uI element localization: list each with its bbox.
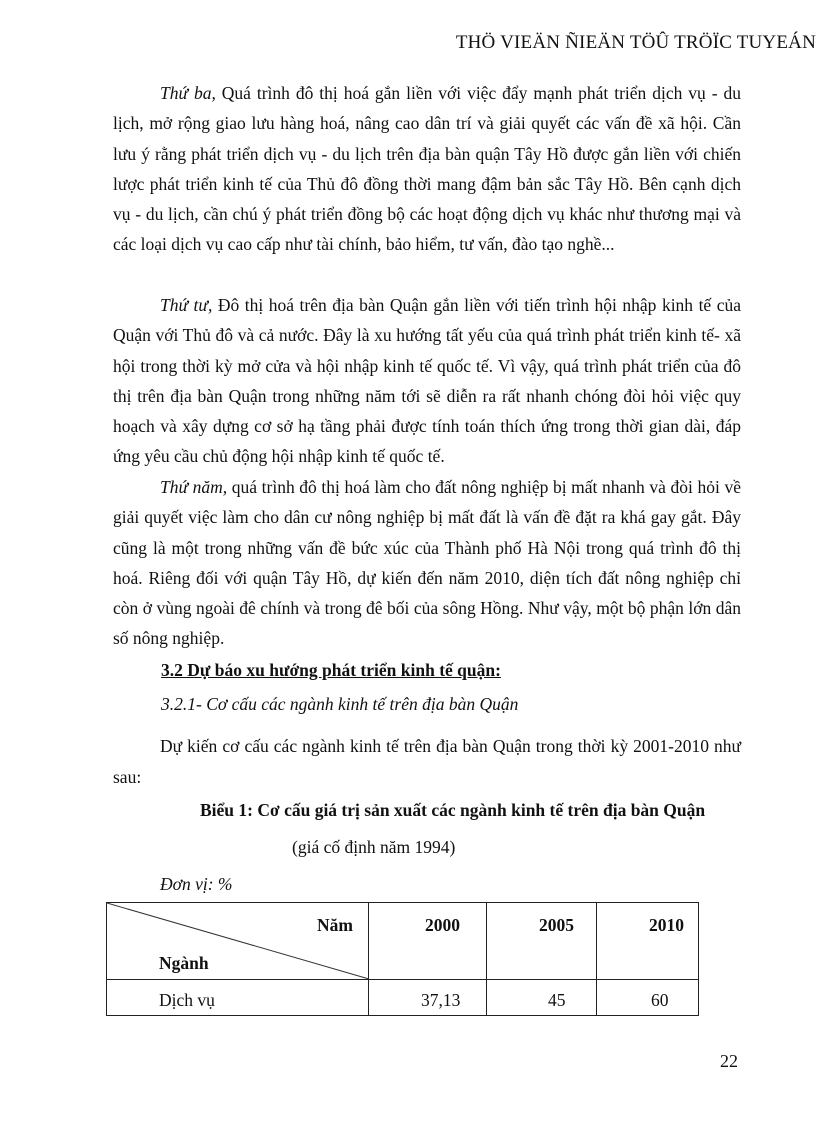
- column-header-2010: 2010: [649, 915, 684, 935]
- paragraph-thu-ba: [113, 78, 741, 260]
- cell-dich-vu-2005: 45: [548, 990, 566, 1010]
- unit-label: Đơn vị: %: [160, 874, 233, 894]
- cell-dich-vu-2010: 60: [651, 990, 669, 1010]
- header-corner-sector: Ngành: [159, 953, 209, 973]
- paragraph-lead: Thứ ba,: [160, 83, 216, 103]
- paragraph-text: Quá trình đô thị hoá gắn liền với việc đẩy mạnh phát triển dịch vụ - du lịch, mở rộng giao lưu hàng hoá, nâng cao dân trí và giải quyết các vấn đề xã hội. Cần lưu ý rằng phát triển dịch vụ - du lịch trên địa bàn quận Tây Hồ được gắn liền với chiến lược phát triển kinh tế của Thủ đô đồng thời mang đậm bản sắc Tây Hồ. Bên cạnh dịch vụ - du lịch, cần chú ý phát triển đồng bộ các hoạt động dịch vụ khác như thương mại và các loại dịch vụ cao cấp như tài chính, bảo hiểm, tư vấn, đào tạo nghề...: [113, 83, 741, 255]
- row-label-dich-vu: Dịch vụ: [159, 990, 215, 1010]
- page-number: 22: [720, 1051, 738, 1071]
- data-table: [106, 902, 699, 1016]
- cell-dich-vu-2000: 37,13: [421, 990, 461, 1010]
- page-header: THÖ VIEÄN ÑIEÄN TÖÛ TRÖÏC TUYEÁN: [455, 32, 816, 53]
- paragraph-thu-tu: [113, 290, 741, 472]
- header-corner-year: Năm: [317, 915, 353, 935]
- intro-text: Dự kiến cơ cấu các ngành kinh tế trên địa bàn Quận trong thời kỳ 2001-2010 như sau:: [113, 736, 741, 787]
- paragraph-thu-nam: [113, 472, 741, 654]
- table-caption: Biểu 1: Cơ cấu giá trị sản xuất các ngành kinh tế trên địa bàn Quận: [200, 800, 706, 820]
- section-heading: 3.2 Dự báo xu hướng phát triển kinh tế quận:: [161, 660, 501, 680]
- paragraph-text: Đô thị hoá trên địa bàn Quận gắn liền với tiến trình hội nhập kinh tế của Quận với Thủ đô và cả nước. Đây là xu hướng tất yếu của quá trình phát triển kinh tế- xã hội trong thời kỳ mở cửa và hội nhập kinh tế quốc tế. Vì vậy, quá trình phát triển của đô thị trên địa bàn Quận trong những năm tới sẽ diễn ra rất nhanh chóng đòi hỏi việc quy hoạch và xây dựng cơ sở hạ tầng phải được tính toán thích ứng trong thời gian dài, đáp ứng yêu cầu chủ động hội nhập kinh tế quốc tế.: [113, 295, 741, 467]
- column-header-2005: 2005: [539, 915, 574, 935]
- intro-paragraph: [113, 731, 741, 792]
- row-divider: [107, 979, 698, 980]
- paragraph-text: quá trình đô thị hoá làm cho đất nông nghiệp bị mất nhanh và đòi hỏi về giải quyết việc làm cho dân cư nông nghiệp bị mất đất là vấn đề đặt ra khá gay gắt. Đây cũng là một trong những vấn đề bức xúc của Thành phố Hà Nội trong quá trình đô thị hoá. Riêng đối với quận Tây Hồ, dự kiến đến năm 2010, diện tích đất nông nghiệp chỉ còn ở vùng ngoài đê chính và trong đê bối của sông Hồng. Như vậy, một bộ phận lớn dân số nông nghiệp.: [113, 477, 741, 649]
- paragraph-lead: Thứ tư,: [160, 295, 213, 315]
- paragraph-lead: Thứ năm,: [160, 477, 228, 497]
- table-subcaption: (giá cố định năm 1994): [292, 837, 456, 857]
- column-divider: [368, 903, 369, 1015]
- subsection-heading: 3.2.1- Cơ cấu các ngành kinh tế trên địa bàn Quận: [161, 694, 519, 714]
- column-divider: [596, 903, 597, 1015]
- column-divider: [486, 903, 487, 1015]
- column-header-2000: 2000: [425, 915, 460, 935]
